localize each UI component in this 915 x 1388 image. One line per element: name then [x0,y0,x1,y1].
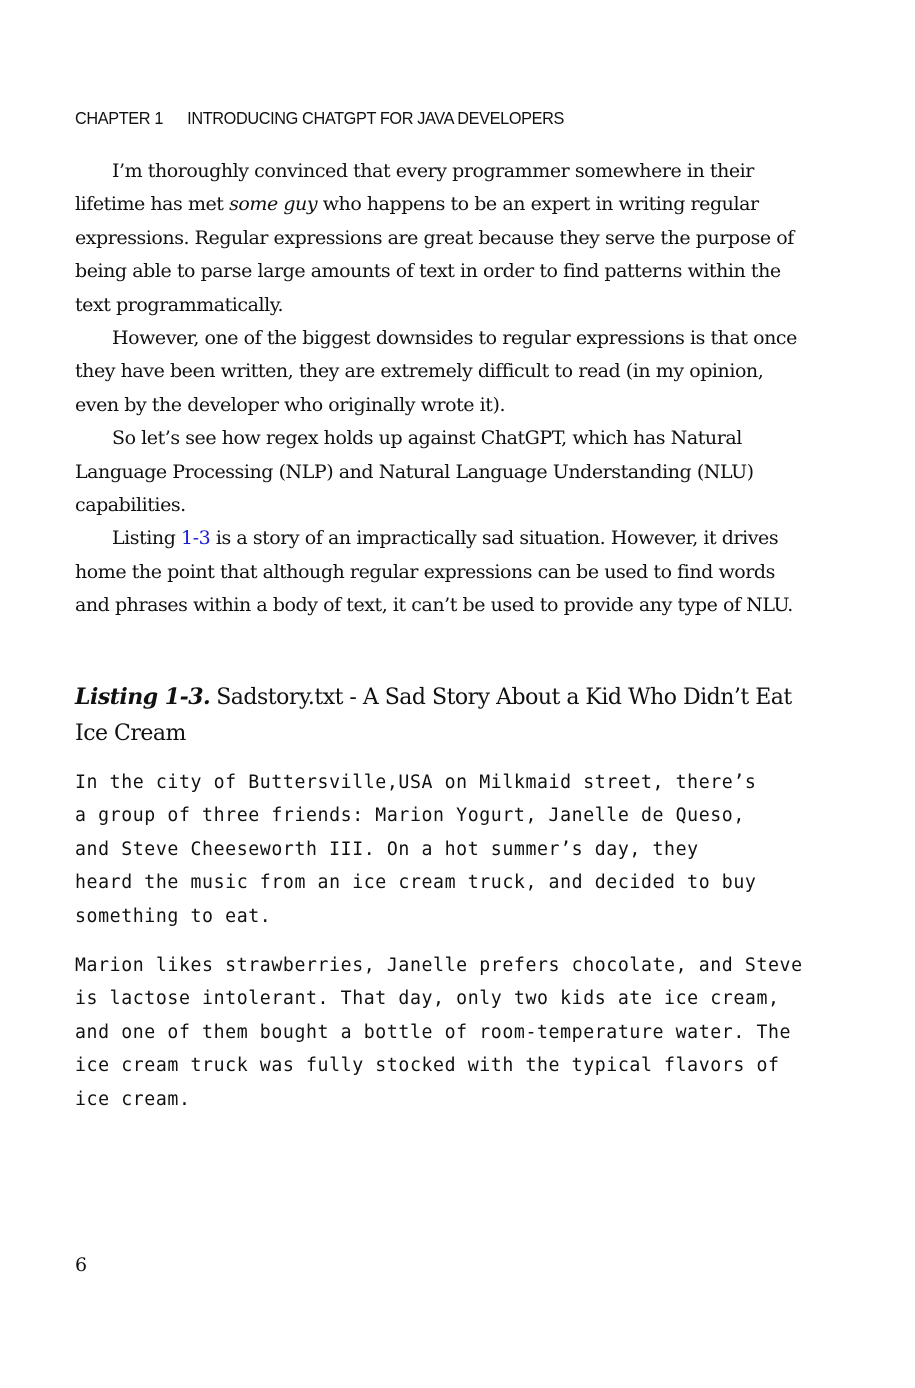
emphasis-text: some guy [229,193,318,216]
paragraph [75,155,805,322]
page-number: 6 [75,1254,88,1276]
paragraph [75,522,805,622]
paragraph: However, one of the biggest downsides to regular expressions is that once they have been written, they are extremely difficult to read (in my opinion, even by the developer who originally wrote it). [75,327,797,416]
listing-label: Listing 1-3. [75,684,211,710]
listing-caption [75,679,805,752]
paragraph-text: is a story of an impractically sad situation. However, it drives home the point that although regular expressions can be used to find words and phrases within a body of text, it can’t be used to provide any type of NLU. [75,527,793,617]
paragraph-text: Listing [112,527,181,550]
running-header [75,108,564,129]
paragraph: So let’s see how regex holds up against ChatGPT, which has Natural Language Processing (NLP) and Natural Language Understanding (NLU) capabilities. [75,427,754,517]
code-block: In the city of Buttersville,USA on Milkmaid street, there’s a group of three friends: Marion Yogurt, Janelle de Queso, and Steve Cheeseworth III. On a hot summer’s day, they heard the music from an ice cream truck, and decided to buy something to eat. [75,772,757,927]
paragraph-text: who happens to be an expert in writing regular expressions. Regular expressions are great because they serve the purpose of being able to parse large amounts of text in order to find patterns within the text programmatically. [75,193,794,316]
body-text [75,155,805,623]
paragraph-text: I’m thoroughly convinced that every programmer somewhere in their lifetime has met [75,160,754,216]
chapter-title: INTRODUCING CHATGPT FOR JAVA DEVELOPERS [187,108,564,128]
listing-title: Sadstory.txt - A Sad Story About a Kid Who Didn’t Eat Ice Cream [75,685,792,746]
code-block: Marion likes strawberries, Janelle prefers chocolate, and Steve is lactose intolerant. That day, only two kids ate ice cream, and one of them bought a bottle of room-temperature water. The ice cream truck was fully stocked with the typical flavors of ice cream. [75,955,803,1110]
listing-cross-reference-link[interactable]: 1-3 [181,527,211,550]
chapter-number: CHAPTER 1 [75,108,164,128]
